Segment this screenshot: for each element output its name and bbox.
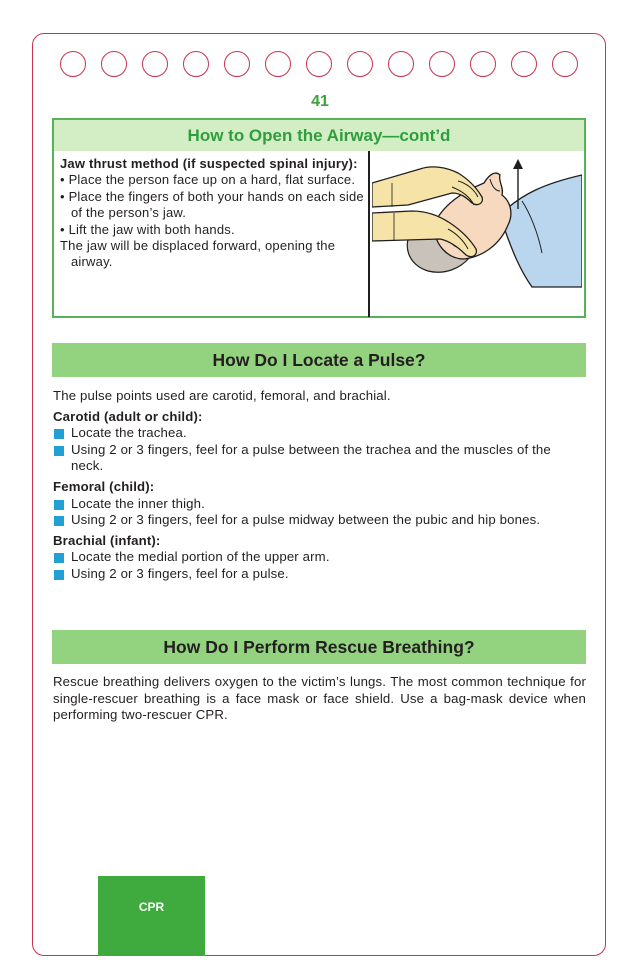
pulse-section-heading: How Do I Locate a Pulse? (52, 343, 586, 377)
femoral-heading: Femoral (child): (53, 478, 155, 494)
binder-hole (101, 51, 127, 77)
binder-hole (183, 51, 209, 77)
binder-hole (142, 51, 168, 77)
binder-hole (265, 51, 291, 77)
bullet-square-icon (54, 553, 64, 563)
binder-hole (470, 51, 496, 77)
page-number: 41 (311, 93, 329, 110)
list-item: Locate the trachea. (53, 425, 586, 442)
breathing-text: Rescue breathing delivers oxygen to the victim’s lungs. The most common technique for single-rescuer breathing is a face mask or face shield. Use a bag-mask device when performing two-rescuer CPR. (53, 674, 586, 723)
pulse-section-body (53, 388, 586, 583)
binder-holes (60, 51, 580, 81)
airway-result: The jaw will be displaced forward, opening the airway. (60, 238, 336, 270)
bullet-square-icon (54, 446, 64, 456)
section-tab-label: CPR (138, 900, 165, 914)
carotid-heading: Carotid (adult or child): (53, 408, 203, 424)
binder-hole (552, 51, 578, 77)
binder-hole (388, 51, 414, 77)
airway-box-title: How to Open the Airway—cont’d (54, 120, 584, 151)
jaw-thrust-illustration (372, 153, 582, 313)
binder-hole (60, 51, 86, 77)
method-heading: Jaw thrust method (if suspected spinal injury): (60, 156, 358, 171)
pulse-intro: The pulse points used are carotid, femoral, and brachial. (53, 388, 391, 403)
list-item: Using 2 or 3 fingers, feel for a pulse. (53, 566, 586, 583)
airway-step: • Lift the jaw with both hands. (60, 221, 235, 237)
airway-step: • Place the person face up on a hard, flat surface. (60, 172, 356, 188)
binder-hole (306, 51, 332, 77)
box-divider (368, 151, 370, 317)
list-item: Using 2 or 3 fingers, feel for a pulse between the trachea and the muscles of the neck. (53, 442, 586, 475)
binder-hole (511, 51, 537, 77)
binder-hole (429, 51, 455, 77)
binder-hole (224, 51, 250, 77)
bullet-square-icon (54, 500, 64, 510)
binder-hole (347, 51, 373, 77)
airway-box (52, 118, 586, 318)
list-item: Locate the medial portion of the upper arm. (53, 549, 586, 566)
airway-box-text (60, 156, 368, 271)
list-item: Using 2 or 3 fingers, feel for a pulse midway between the pubic and hip bones. (53, 512, 586, 529)
breathing-section-heading: How Do I Perform Rescue Breathing? (52, 630, 586, 664)
list-item: Locate the inner thigh. (53, 496, 586, 513)
airway-step: • Place the fingers of both your hands on each side of the person’s jaw. (60, 188, 364, 221)
bullet-square-icon (54, 516, 64, 526)
bullet-square-icon (54, 570, 64, 580)
brachial-heading: Brachial (infant): (53, 532, 161, 548)
bullet-square-icon (54, 429, 64, 439)
section-tab (98, 876, 205, 956)
